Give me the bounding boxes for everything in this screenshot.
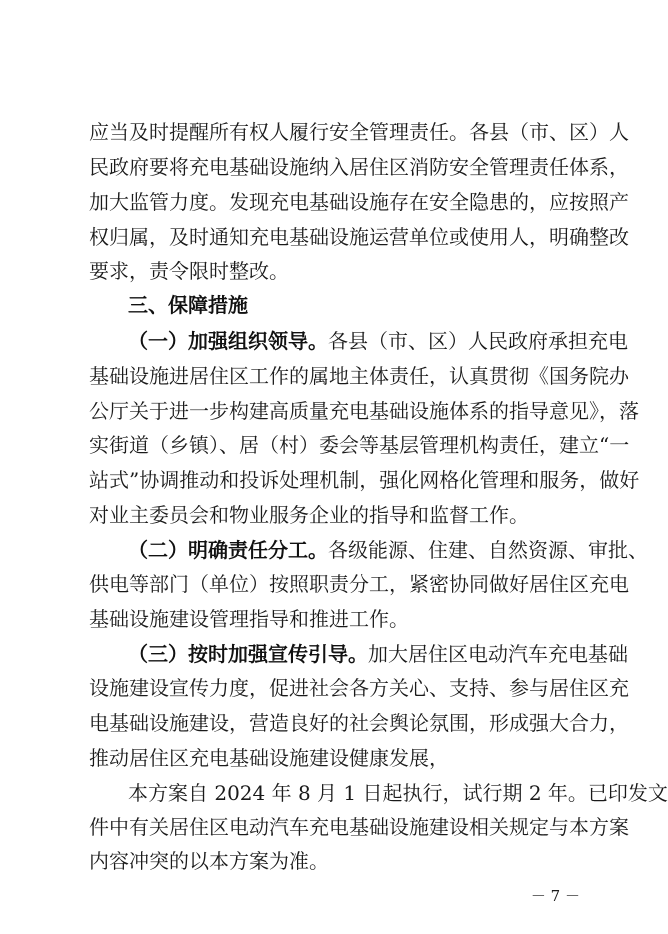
line-text: 各级能源、住建、自然资源、审批、 [328,538,648,562]
page-number: － 7 － [530,887,580,905]
body-text-line [89,743,579,773]
line-text: 各县（市、区）人民政府承担充电 [328,329,628,353]
subsection-line [128,535,648,565]
body-text-line [128,778,668,808]
line-text: 对业主委员会和物业服务企业的指导和监督工作。 [89,503,529,527]
subsection-line [128,326,628,356]
line-text: 本方案自 2024 年 8 月 1 日起执行，试行期 2 年。已印发文 [128,781,668,805]
body-text-line [89,256,579,286]
line-text: 站式”协调推动和投诉处理机制，强化网格化管理和服务，做好 [89,468,640,492]
line-text: 应当及时提醒所有权人履行安全管理责任。各县（市、区）人 [89,120,629,144]
subsection-title: （三）按时加强宣传引导。 [128,642,368,666]
line-text: 电基础设施建设，营造良好的社会舆论氛围，形成强大合力， [89,711,629,735]
line-text: 加大居住区电动汽车充电基础 [368,642,628,666]
subsection-title: （一）加强组织领导。 [128,329,328,353]
line-text: 民政府要将充电基础设施纳入居住区消防安全管理责任体系， [89,155,629,179]
body-text-line [89,604,579,634]
section-heading-text: 三、保障措施 [128,293,248,317]
line-text: 基础设施进居住区工作的属地主体责任，认真贯彻《国务院办 [89,364,629,388]
line-text: 权归属，及时通知充电基础设施运营单位或使用人，明确整改 [89,225,629,249]
body-text-line [89,569,629,599]
line-text: 推动居住区充电基础设施建设健康发展， [89,746,449,770]
section-heading [128,290,579,320]
line-text: 加大监管力度。发现充电基础设施存在安全隐患的，应按照产 [89,190,629,214]
body-text-line [89,708,629,738]
body-text-line [89,846,579,876]
body-text-line [89,222,629,252]
line-text: 设施建设宣传力度，促进社会各方关心、支持、参与居住区充 [89,676,629,700]
line-text: 公厅关于进一步构建高质量充电基础设施体系的指导意见》，落 [89,399,639,423]
line-text: 件中有关居住区电动汽车充电基础设施建设相关规定与本方案 [89,815,629,839]
line-text: 实街道（乡镇）、居（村）委会等基层管理机构责任，建立“一 [89,433,630,457]
body-text-line [89,500,579,530]
subsection-title: （二）明确责任分工。 [128,538,328,562]
line-text: 内容冲突的以本方案为准。 [89,849,329,873]
body-text-line [89,117,629,147]
line-text: 基础设施建设管理指导和推进工作。 [89,607,409,631]
line-text: 要求，责令限时整改。 [89,259,289,283]
body-text-line [89,465,640,495]
body-text-line [89,396,639,426]
subsection-line [128,639,628,669]
body-text-line [89,361,629,391]
body-text-line [89,673,629,703]
body-text-line [89,430,630,460]
body-text-line [89,187,629,217]
body-text-line [89,152,629,182]
body-text-line [89,812,629,842]
line-text: 供电等部门（单位）按照职责分工，紧密协同做好居住区充电 [89,572,629,596]
